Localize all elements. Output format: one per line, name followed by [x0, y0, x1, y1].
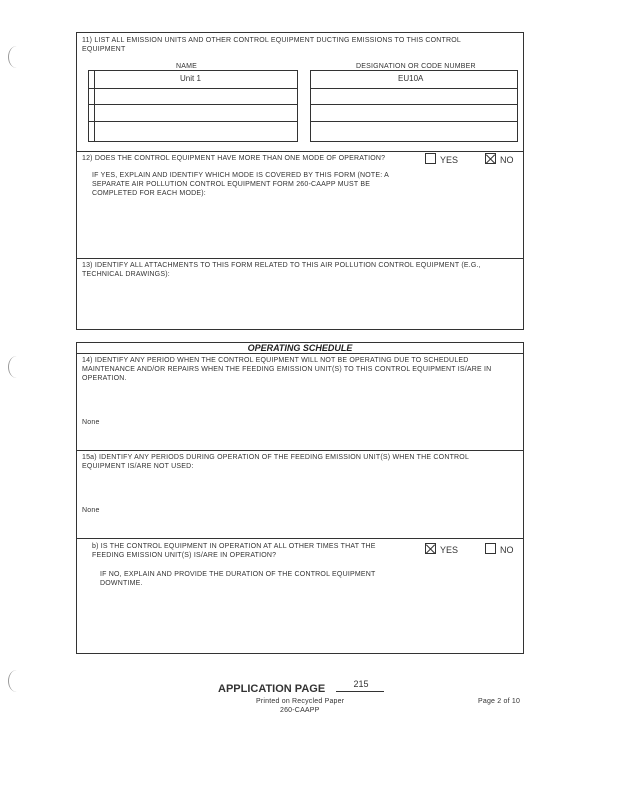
form-number: 260-CAAPP: [280, 707, 320, 714]
q12-no-checkbox[interactable]: [485, 153, 496, 164]
application-page-number: 215: [353, 679, 369, 689]
printed-on-recycled-paper: Printed on Recycled Paper: [256, 698, 345, 705]
q15b-instruction: IF NO, EXPLAIN AND PROVIDE THE DURATION OF THE CONTROL EQUIPMENT DOWNTIME.: [100, 571, 376, 587]
q11-question: 11) LIST ALL EMISSION UNITS AND OTHER CONTROL EQUIPMENT DUCTING EMISSIONS TO THIS CONTROL EQUIPMENT: [82, 37, 461, 53]
q12-question: 12) DOES THE CONTROL EQUIPMENT HAVE MORE THAN ONE MODE OF OPERATION?: [82, 155, 386, 162]
q15b-yes-label: YES: [440, 545, 459, 555]
section-12-box: [76, 151, 524, 259]
q11-col-name: NAME: [176, 63, 198, 70]
q12-yes-checkbox[interactable]: [425, 153, 436, 164]
q15b-no-checkbox[interactable]: [485, 543, 496, 554]
q11-row-1-code[interactable]: EU10A: [398, 74, 424, 83]
q12-no-label: NO: [500, 155, 514, 165]
punch-hole-mark: [8, 356, 25, 378]
q14-question: 14) IDENTIFY ANY PERIOD WHEN THE CONTROL EQUIPMENT WILL NOT BE OPERATING DUE TO SCHEDULED MAINTENANCE AND/OR REPAIRS WHEN THE FEEDING EMISSION UNIT(S) TO THIS CONTROL EQUIPMENT IS/ARE IN OPERATION.: [82, 357, 492, 382]
q11-col-designation: DESIGNATION OR CODE NUMBER: [356, 63, 476, 70]
q15b-no-label: NO: [500, 545, 514, 555]
operating-schedule-box: [76, 342, 524, 654]
q15b-yes-checkbox[interactable]: [425, 543, 436, 554]
q13-question: 13) IDENTIFY ALL ATTACHMENTS TO THIS FORM RELATED TO THIS AIR POLLUTION CONTROL EQUIPMENT (E.G., TECHNICAL DRAWINGS):: [82, 262, 481, 278]
q12-instruction: IF YES, EXPLAIN AND IDENTIFY WHICH MODE IS COVERED BY THIS FORM (NOTE: A SEPARATE AIR POLLUTION CONTROL EQUIPMENT FORM 260-CAAPP MUST BE COMPLETED FOR EACH MODE):: [92, 172, 389, 197]
punch-hole-mark: [8, 670, 25, 692]
q15b-question: b) IS THE CONTROL EQUIPMENT IN OPERATION AT ALL OTHER TIMES THAT THE FEEDING EMISSION UNIT(S) IS/ARE IN OPERATION?: [92, 543, 376, 559]
q15a-answer[interactable]: None: [82, 507, 100, 514]
punch-hole-mark: [8, 46, 25, 68]
operating-schedule-title: OPERATING SCHEDULE: [247, 343, 353, 353]
q12-yes-label: YES: [440, 155, 459, 165]
q11-row-1-name[interactable]: Unit 1: [180, 74, 201, 83]
page-of-count: Page 2 of 10: [478, 698, 521, 705]
q15a-question: 15a) IDENTIFY ANY PERIODS DURING OPERATION OF THE FEEDING EMISSION UNIT(S) WHEN THE CONTROL EQUIPMENT IS/ARE NOT USED:: [82, 454, 469, 470]
application-page-label: APPLICATION PAGE: [218, 683, 326, 695]
q14-answer[interactable]: None: [82, 419, 100, 426]
